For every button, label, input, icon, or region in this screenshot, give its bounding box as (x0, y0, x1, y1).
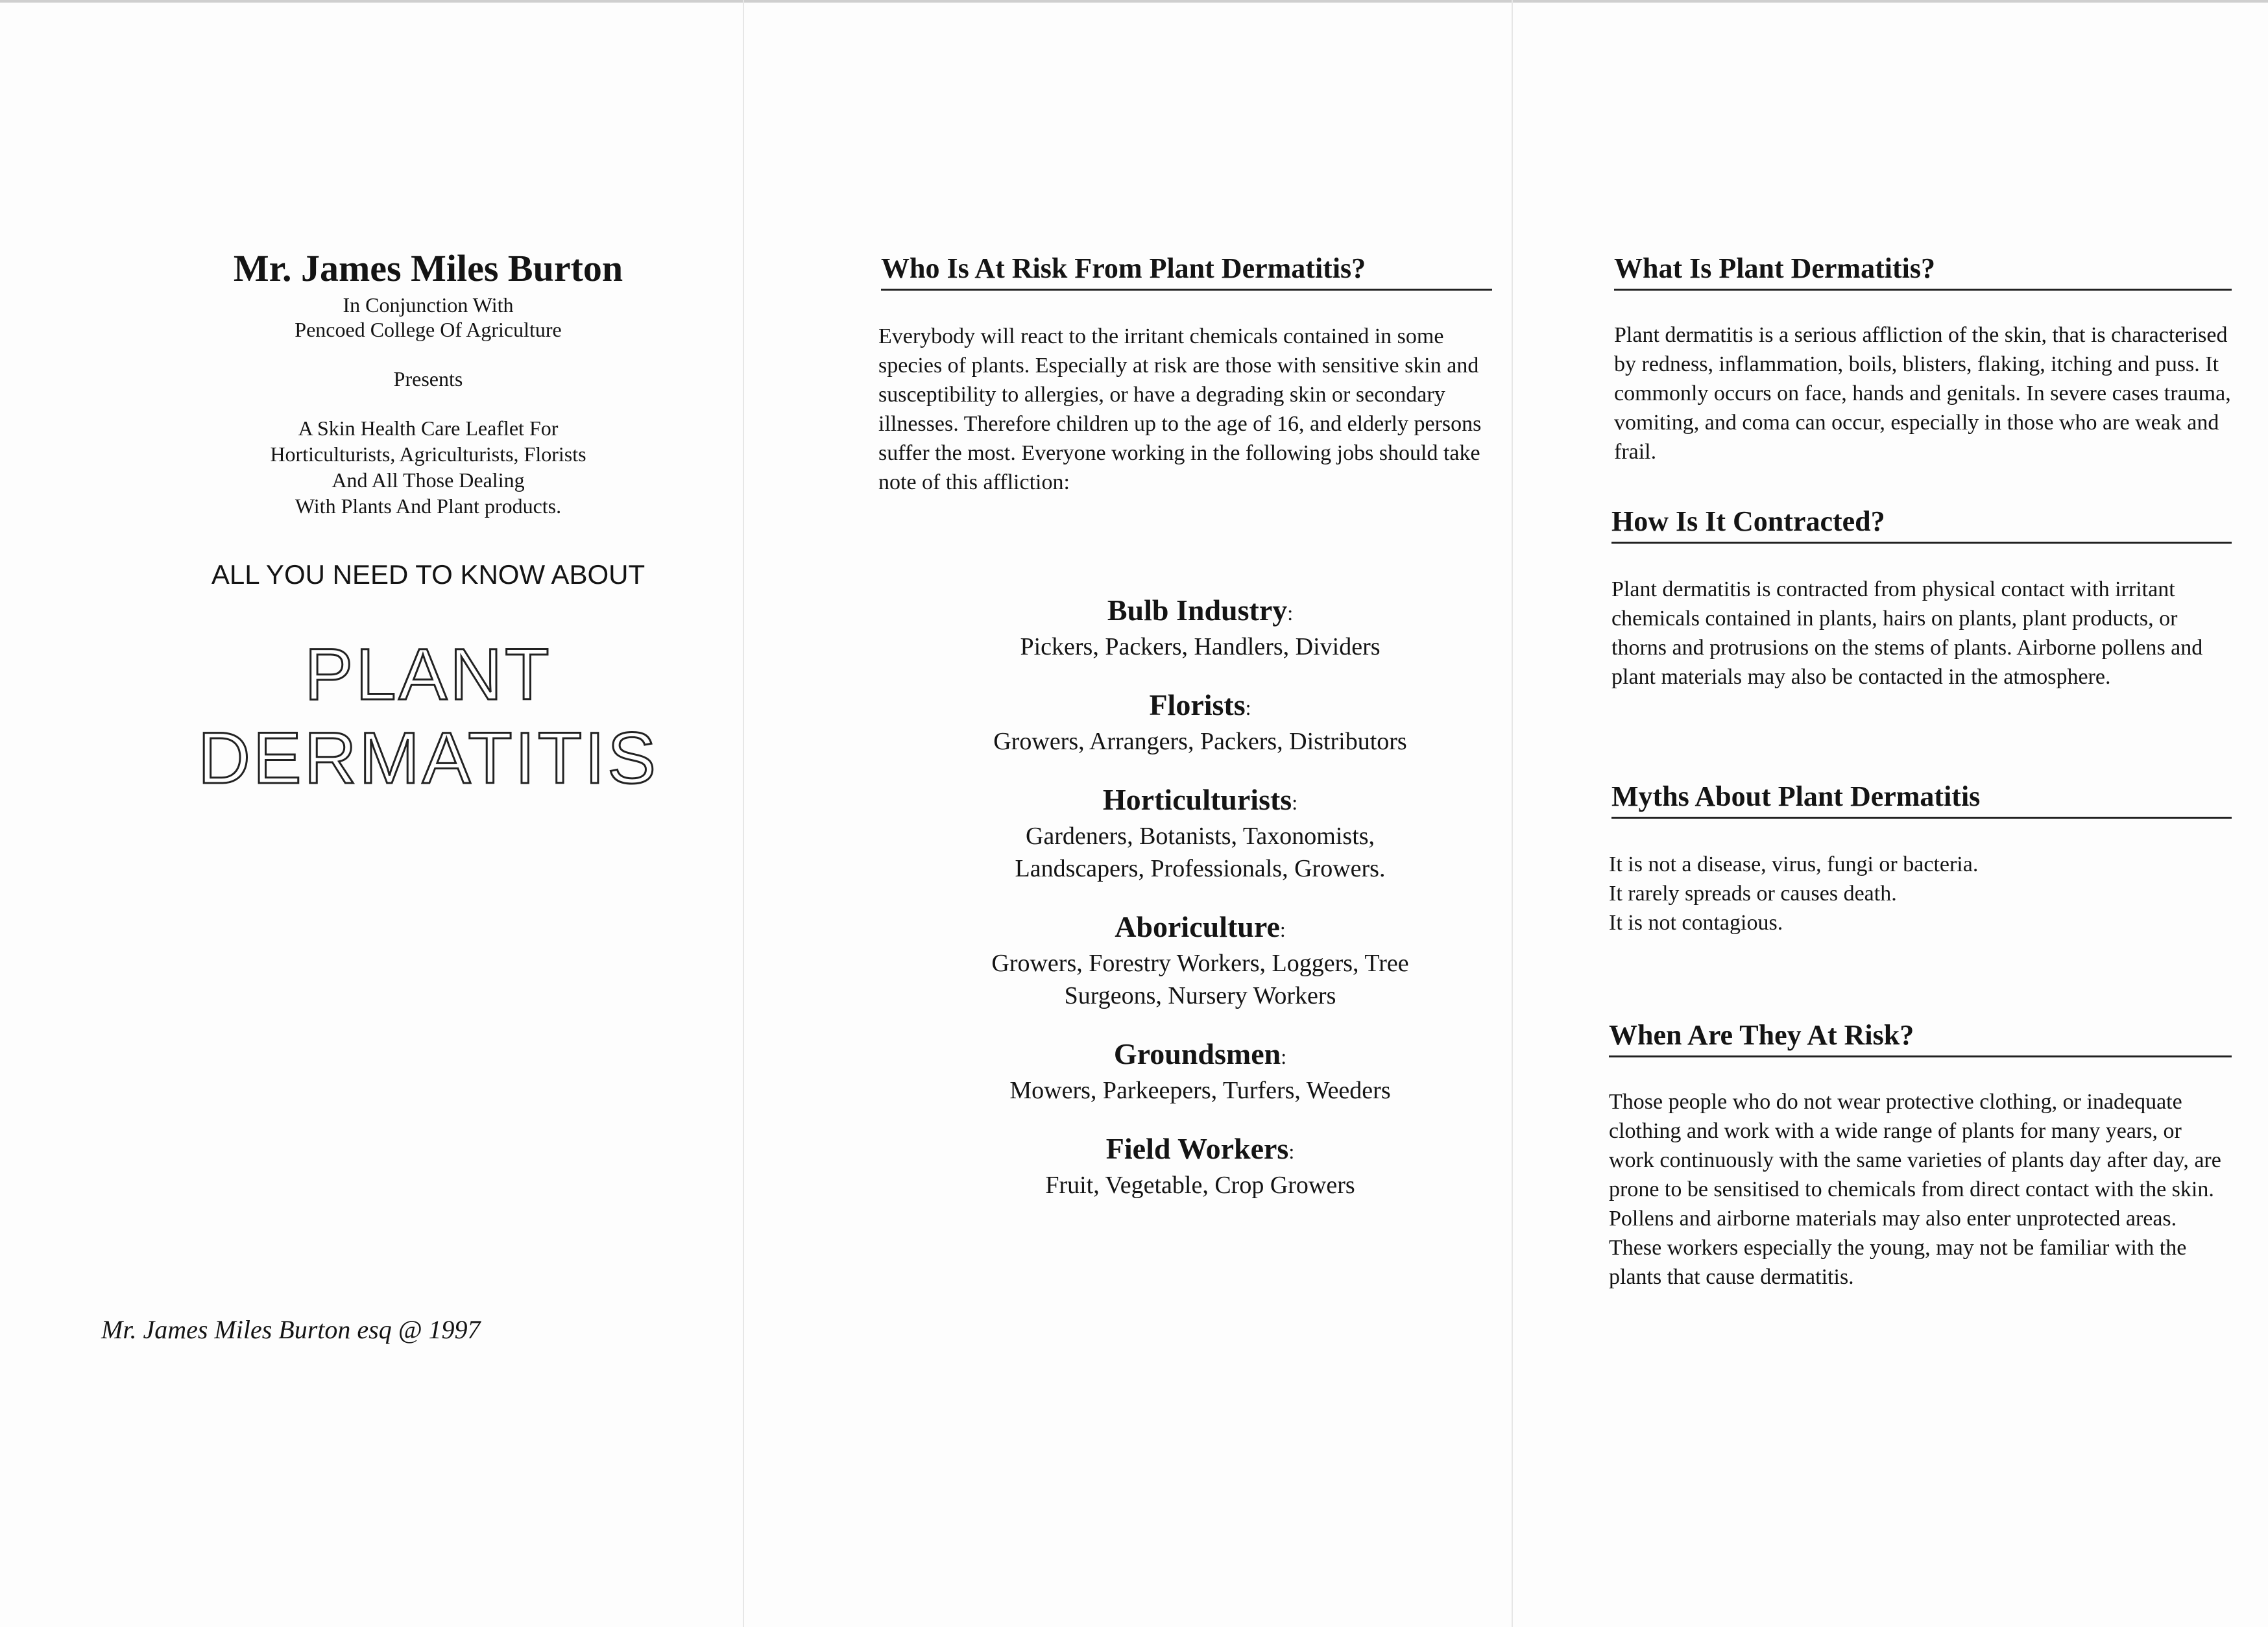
how-heading: How Is It Contracted? (1611, 505, 2232, 544)
leaflet-line: Horticulturists, Agriculturists, Florists (270, 442, 586, 466)
risk-heading: Who Is At Risk From Plant Dermatitis? (881, 252, 1492, 291)
job-description: Gardeners, Botanists, Taxonomists, Landscapers, Professionals, Growers. (1015, 823, 1386, 882)
what-paragraph (1614, 320, 2232, 466)
job-description: Growers, Arrangers, Packers, Distributors (993, 728, 1407, 755)
job-description: Growers, Forestry Workers, Loggers, Tree Surgeons, Nursery Workers (991, 950, 1409, 1009)
job-title-colon: : (1281, 1045, 1287, 1068)
when-heading: When Are They At Risk? (1609, 1018, 2232, 1057)
myth-item: It rarely spreads or causes death. (1609, 882, 1897, 906)
job-group (876, 1037, 1525, 1107)
how-paragraph-text: Plant dermatitis is contracted from physical contact with irritant chemicals contained in plants, hairs on plants, plant products, or thorns and protrusions on the stems of plants. Airborne pollens and plant materials may also be contacted in the atmosphere. (1611, 577, 2203, 689)
cover-author: Mr. James Miles Burton (233, 247, 623, 289)
cover-title: PLANT DERMATITIS (198, 634, 658, 799)
job-title-text: Aboriculture (1115, 910, 1280, 943)
job-title (876, 593, 1525, 631)
cover-conjunction: In Conjunction With (343, 293, 514, 317)
when-paragraph (1609, 1087, 2232, 1292)
leaflet-line: With Plants And Plant products. (295, 494, 562, 518)
what-heading: What Is Plant Dermatitis? (1614, 252, 2232, 291)
when-paragraph-text: Those people who do not wear protective clothing, or inadequate clothing and work with a wide range of plants for many years, or work continuously with the same varieties of plants day after day, are prone to be sensitised to chemicals from direct contact with the skin. Pollens and airborne materials may also enter unprotected areas. These workers especially the young, may not be familiar with the plants that cause dermatitis. (1609, 1090, 2221, 1289)
how-paragraph (1611, 575, 2234, 692)
myths-list (1609, 850, 2193, 937)
job-title-colon: : (1245, 696, 1251, 719)
cover-college: Pencoed College Of Agriculture (295, 318, 562, 341)
job-group (876, 593, 1525, 663)
job-title-text: Groundsmen (1113, 1037, 1281, 1070)
job-title (876, 1037, 1525, 1074)
risk-paragraph (878, 322, 1488, 497)
job-title-colon: : (1288, 1140, 1295, 1163)
info-panel (1609, 0, 2232, 1627)
job-group (876, 910, 1525, 1012)
job-title (876, 782, 1525, 820)
job-group (876, 688, 1525, 758)
job-title-text: Field Workers (1105, 1132, 1289, 1165)
cover-leaflet-description (78, 415, 778, 519)
job-title (876, 688, 1525, 725)
myth-item: It is not a disease, virus, fungi or bacteria. (1609, 852, 1979, 876)
risk-paragraph-text: Everybody will react to the irritant chemicals contained in some species of plants. Especially at risk are those with sensitive skin and susceptibility to allergies, or have a degrading skin or secondary illnesses. Therefore children up to the age of 16, and elderly persons suffer the most. Everyone working in the following jobs should take note of this affliction: (878, 324, 1482, 494)
risk-panel (876, 0, 1492, 1627)
job-group (876, 782, 1525, 885)
cover-copyright: Mr. James Miles Burton esq @ 1997 (101, 1315, 481, 1344)
job-title-text: Florists (1149, 688, 1246, 721)
cover-presents: Presents (393, 367, 463, 391)
job-title-colon: : (1287, 601, 1294, 625)
what-paragraph-text: Plant dermatitis is a serious affliction of the skin, that is characterised by redness, inflammation, boils, blisters, flaking, itching and puss. It commonly occurs on face, hands and genitals. In severe cases trauma, vomiting, and coma can occur, especially in those who are weak and frail. (1614, 323, 2231, 464)
job-title-colon: : (1292, 791, 1298, 814)
job-description: Pickers, Packers, Handlers, Dividers (1020, 633, 1381, 660)
job-description: Mowers, Parkeepers, Turfers, Weeders (1009, 1077, 1391, 1104)
jobs-list (876, 593, 1525, 1226)
job-title (876, 1131, 1525, 1169)
job-group (876, 1131, 1525, 1201)
leaflet-line: And All Those Dealing (332, 468, 525, 492)
job-title-text: Horticulturists (1102, 783, 1292, 816)
job-title-colon: : (1279, 918, 1286, 941)
job-description: Fruit, Vegetable, Crop Growers (1045, 1172, 1355, 1199)
myth-item: It is not contagious. (1609, 911, 1783, 935)
leaflet-line: A Skin Health Care Leaflet For (298, 416, 559, 440)
cover-all-you-need: ALL YOU NEED TO KNOW ABOUT (211, 559, 645, 590)
cover-panel (78, 0, 778, 1627)
myths-heading: Myths About Plant Dermatitis (1611, 780, 2232, 819)
job-title (876, 910, 1525, 947)
job-title-text: Bulb Industry (1107, 594, 1288, 627)
